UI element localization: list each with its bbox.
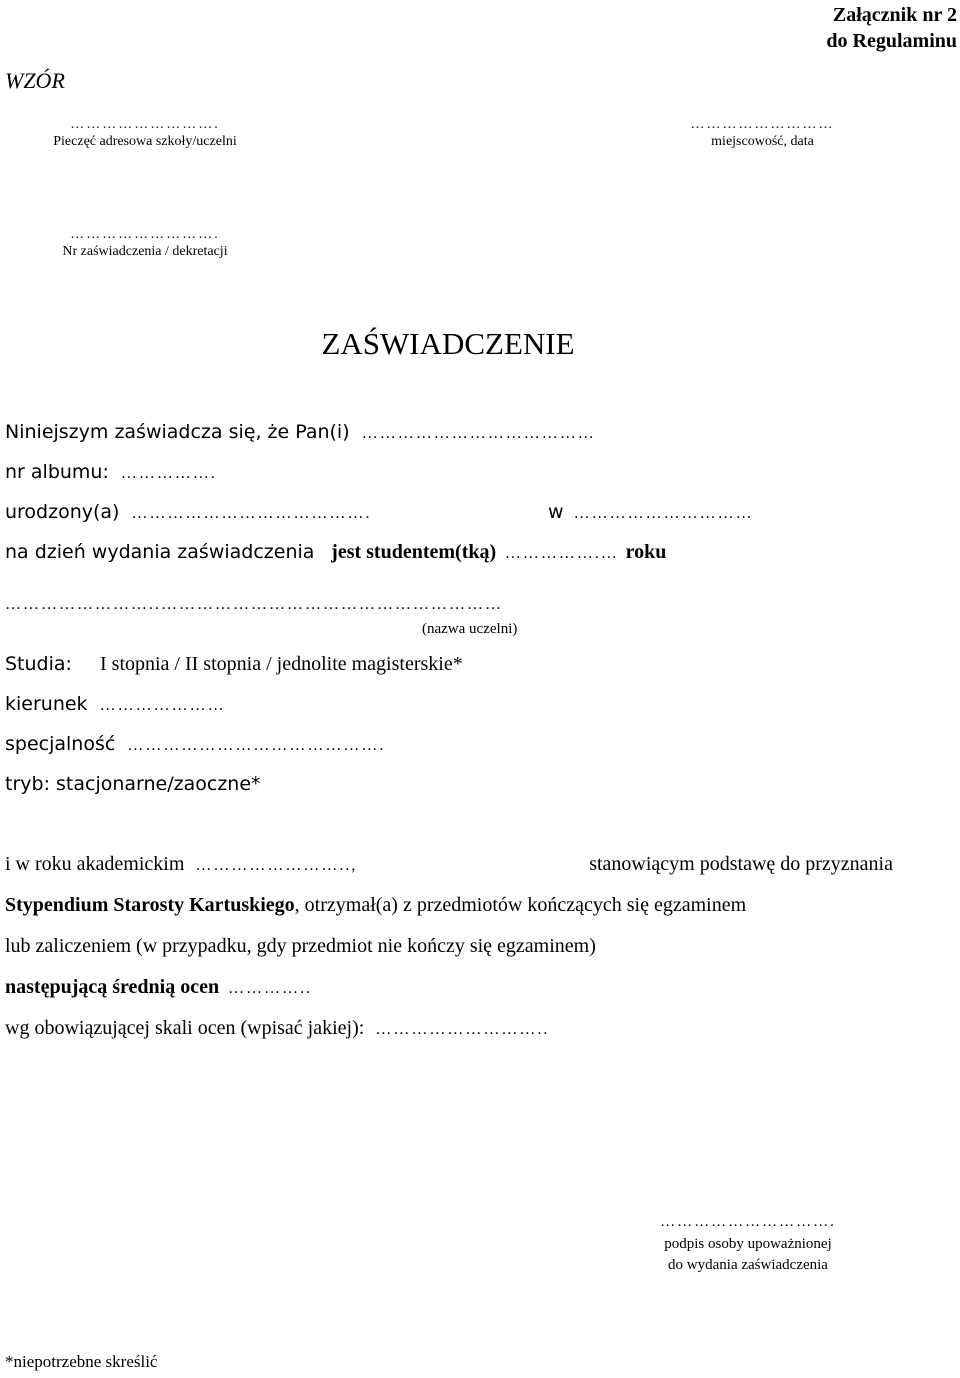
average-dots: ………….. bbox=[228, 980, 313, 997]
paragraph-line-4 bbox=[5, 976, 312, 999]
paragraph-line-2 bbox=[5, 894, 746, 917]
cert-number-label: Nr zaświadczenia / dekretacji bbox=[62, 244, 228, 259]
album-dots: ……………. bbox=[120, 465, 217, 482]
paragraph-line-5 bbox=[5, 1017, 549, 1040]
signature-block bbox=[598, 1214, 898, 1276]
specialty-line bbox=[5, 733, 385, 755]
stamp-dots: ………………………. bbox=[70, 117, 220, 132]
scale-dots: ……………………….. bbox=[375, 1021, 550, 1038]
average-label: następującą średnią ocen bbox=[5, 976, 220, 998]
place-date-label: miejscowość, data bbox=[711, 134, 814, 149]
scholarship-name: Stypendium Starosty Kartuskiego bbox=[5, 894, 295, 916]
studies-line bbox=[5, 653, 72, 676]
direction-line bbox=[5, 693, 226, 715]
born-line bbox=[5, 501, 372, 523]
paragraph-line-1 bbox=[5, 853, 893, 876]
school-stamp-block bbox=[25, 117, 265, 151]
specialty-label: specjalność bbox=[5, 733, 116, 755]
student-line bbox=[5, 541, 666, 564]
signature-label-2: do wydania zaświadczenia bbox=[668, 1257, 828, 1273]
person-line bbox=[5, 421, 596, 443]
annex-regulation: do Regulaminu bbox=[826, 30, 957, 52]
annex-reference bbox=[826, 2, 957, 54]
university-dots: ……………………..………………………………………………… bbox=[5, 596, 503, 613]
footnote: *niepotrzebne skreślić bbox=[5, 1352, 158, 1371]
birthplace-line bbox=[548, 501, 754, 523]
in-label: w bbox=[548, 501, 564, 523]
album-line bbox=[5, 461, 217, 483]
stamp-label: Pieczęć adresowa szkoły/uczelni bbox=[53, 134, 237, 149]
year-label: roku bbox=[625, 541, 667, 563]
person-dots: ………………………………… bbox=[361, 425, 596, 442]
university-caption: (nazwa uczelni) bbox=[422, 621, 518, 637]
annex-number: Załącznik nr 2 bbox=[832, 4, 957, 26]
basis-label: stanowiącym podstawę do przyznania bbox=[589, 853, 893, 875]
place-date-dots: ……………………… bbox=[690, 117, 835, 132]
scale-label: wg obowiązującej skali ocen (wpisać jakiej): bbox=[5, 1017, 365, 1039]
specialty-dots: ……………………………………. bbox=[127, 737, 386, 754]
exam-text: , otrzymał(a) z przedmiotów kończących się egzaminem bbox=[294, 894, 747, 916]
signature-dots: …………………………. bbox=[660, 1214, 836, 1230]
direction-dots: ………………… bbox=[99, 697, 226, 714]
certificate-number-block bbox=[25, 227, 265, 261]
academic-year-dots: …………………….., bbox=[195, 857, 358, 874]
born-label: urodzony(a) bbox=[5, 501, 120, 523]
born-dots: …………………………………. bbox=[131, 505, 372, 522]
study-mode: tryb: stacjonarne/zaoczne* bbox=[5, 773, 261, 795]
signature-label-1: podpis osoby upoważnionej bbox=[664, 1236, 832, 1252]
academic-year-label: i w roku akademickim bbox=[5, 853, 185, 875]
document-title: ZAŚWIADCZENIE bbox=[321, 326, 575, 361]
student-label: jest studentem(tką) bbox=[331, 541, 497, 563]
paragraph-line-3: lub zaliczeniem (w przypadku, gdy przedmiot nie kończy się egzaminem) bbox=[5, 935, 596, 957]
album-label: nr albumu: bbox=[5, 461, 109, 483]
studies-label: Studia: bbox=[5, 653, 72, 675]
in-dots: ………………………… bbox=[573, 505, 754, 522]
studies-value: I stopnia / II stopnia / jednolite magisterskie* bbox=[100, 653, 463, 675]
template-label: WZÓR bbox=[5, 68, 65, 93]
direction-label: kierunek bbox=[5, 693, 88, 715]
year-dots: …………….… bbox=[504, 545, 619, 562]
date-label: na dzień wydania zaświadczenia bbox=[5, 541, 315, 563]
place-date-block bbox=[630, 117, 895, 151]
cert-number-dots: ………………………. bbox=[70, 227, 220, 242]
person-label: Niniejszym zaświadcza się, że Pan(i) bbox=[5, 421, 350, 443]
